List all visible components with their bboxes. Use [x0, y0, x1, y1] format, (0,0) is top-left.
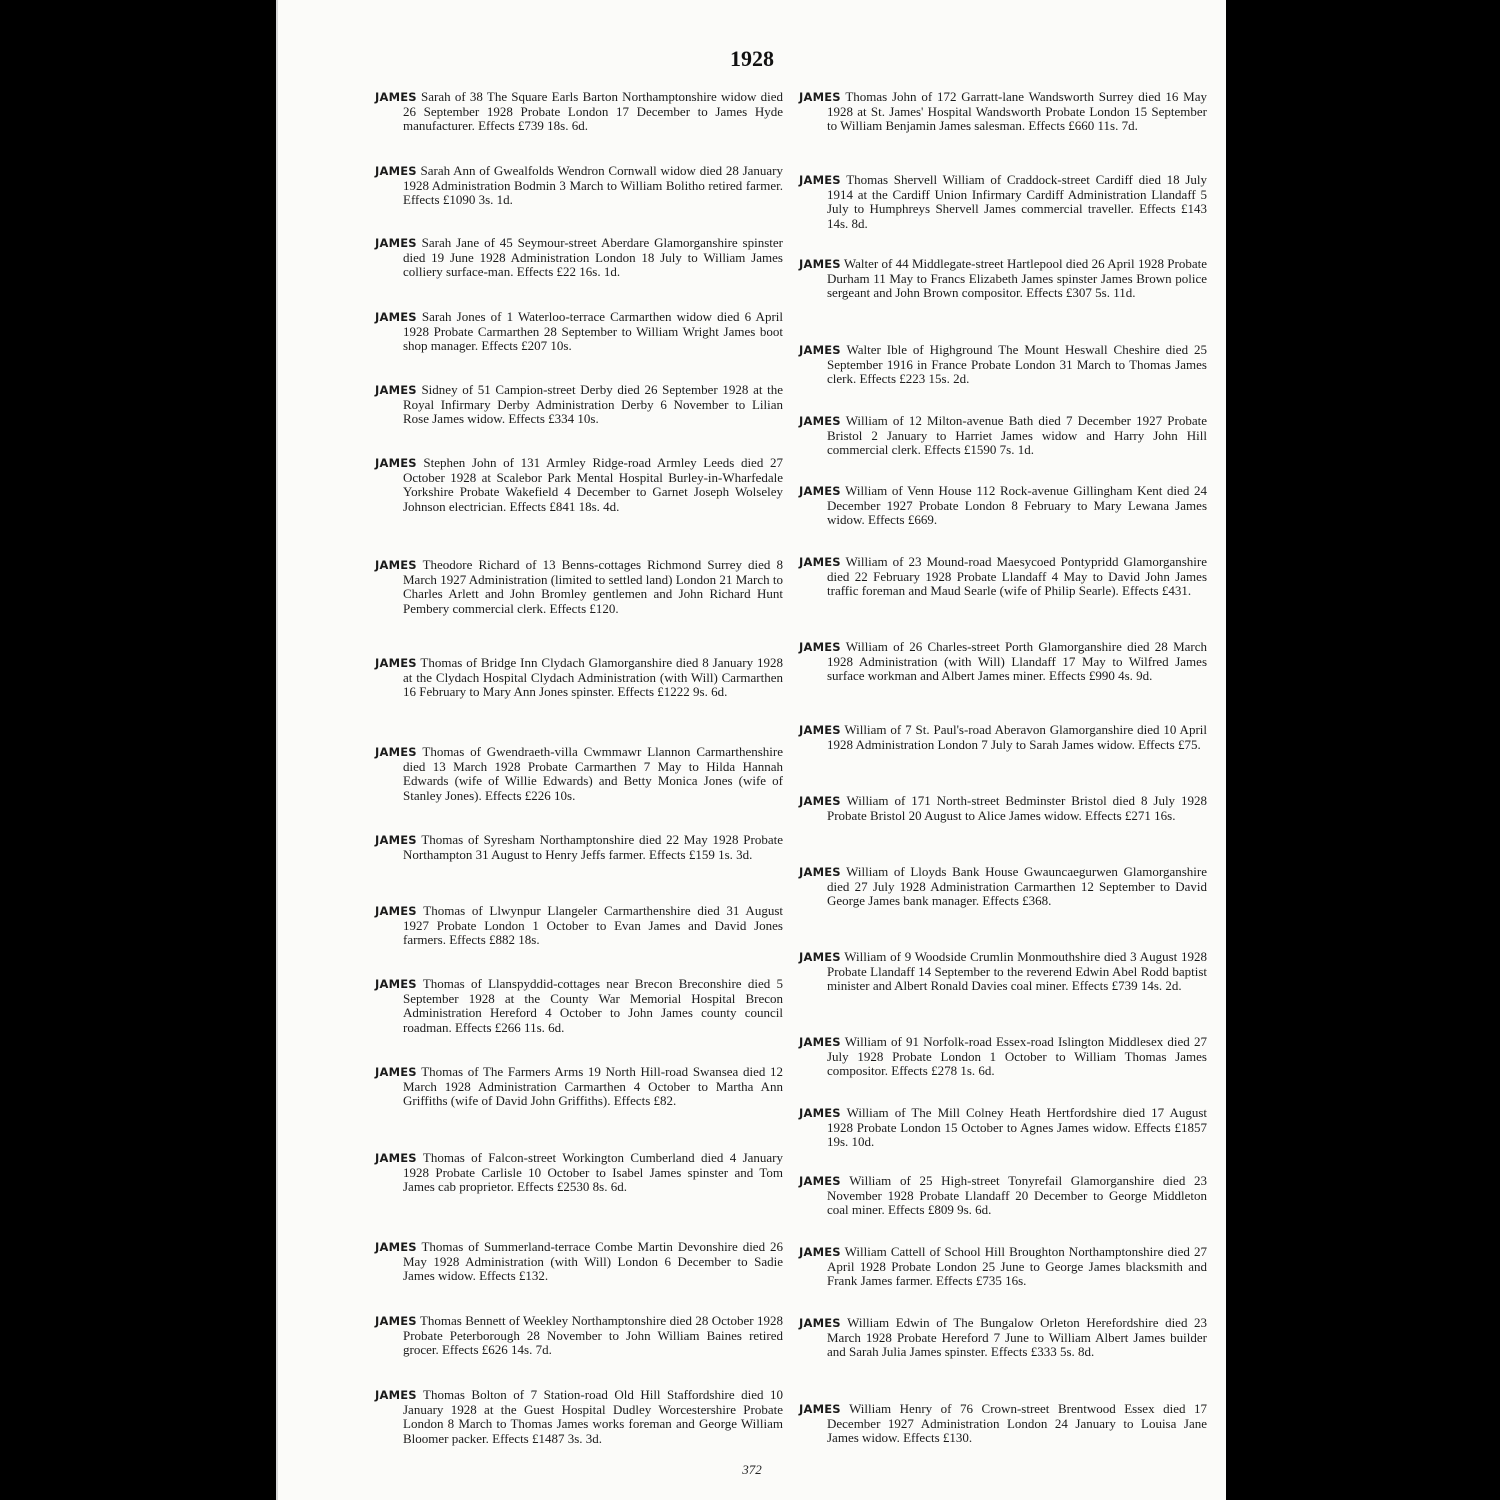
- entry-text: William of Venn House 112 Rock-avenue Gillingham Kent died 24 December 1927 Probate London 8 February to Mary Lewana James widow. Effects £669.: [827, 483, 1207, 527]
- entry-surname: JAMES: [799, 90, 841, 104]
- probate-entry: [799, 257, 1207, 301]
- probate-entry: [375, 977, 783, 1035]
- entry-text: Walter Ible of Highground The Mount Heswall Cheshire died 25 September 1916 in France Probate London 31 March to Thomas James clerk. Effects £223 15s. 2d.: [827, 342, 1208, 386]
- entry-text: William Edwin of The Bungalow Orleton Herefordshire died 23 March 1928 Probate Hereford 7 June to William Albert James builder and Sarah Julia James spinster. Effects £333 5s. 8d.: [827, 1315, 1207, 1359]
- entry-text: Sarah of 38 The Square Earls Barton Northamptonshire widow died 26 September 1928 Probate London 17 December to James Hyde manufacturer. Effects £739 18s. 6d.: [403, 89, 783, 133]
- probate-entry: [799, 950, 1207, 994]
- probate-entry: [799, 1174, 1207, 1218]
- probate-entry: [799, 1106, 1207, 1150]
- probate-entry: [375, 1240, 783, 1284]
- entry-text: Thomas of The Farmers Arms 19 North Hill-road Swansea died 12 March 1928 Administration Carmarthen 4 October to Martha Ann Griffiths (wife of David John Griffiths). Effects £82.: [403, 1064, 784, 1108]
- entry-surname: JAMES: [375, 745, 417, 759]
- entry-surname: JAMES: [799, 1174, 841, 1188]
- probate-entry: [799, 90, 1207, 134]
- entry-surname: JAMES: [375, 1151, 417, 1165]
- entry-text: Thomas Bolton of 7 Station-road Old Hill Staffordshire died 10 January 1928 at the Guest Hospital Dudley Worcestershire Probate London 8 March to Thomas James works foreman and George William Bloomer packer. Effects £1487 3s. 3d.: [403, 1387, 784, 1446]
- probate-entry: [375, 1388, 783, 1446]
- entry-text: William of 25 High-street Tonyrefail Glamorganshire died 23 November 1928 Probate Llandaff 20 December to George Middleton coal miner. Effects £809 9s. 6d.: [827, 1173, 1207, 1217]
- entry-text: Thomas of Falcon-street Workington Cumberland died 4 January 1928 Probate Carlisle 10 October to Isabel James spinster and Tom James cab proprietor. Effects £2530 8s. 6d.: [403, 1150, 784, 1194]
- entry-surname: JAMES: [375, 456, 417, 470]
- entry-surname: JAMES: [799, 1106, 841, 1120]
- probate-entry: [375, 90, 783, 134]
- probate-entry: [799, 794, 1207, 823]
- entry-text: William of The Mill Colney Heath Hertfordshire died 17 August 1928 Probate London 15 October to Agnes James widow. Effects £1857 19s. 10d.: [827, 1105, 1208, 1149]
- entry-surname: JAMES: [375, 833, 417, 847]
- entry-surname: JAMES: [375, 1240, 417, 1254]
- entry-text: Stephen John of 131 Armley Ridge-road Armley Leeds died 27 October 1928 at Scalebor Park Mental Hospital Burley-in-Wharfedale Yorkshire Probate Wakefield 4 December to Garnet Joseph Wolseley Johnson electrician. Effects £841 18s. 4d.: [403, 455, 783, 514]
- entry-surname: JAMES: [799, 173, 841, 187]
- entry-text: William of 91 Norfolk-road Essex-road Islington Middlesex died 27 July 1928 Probate London 1 October to William Thomas James compositor. Effects £278 1s. 6d.: [827, 1034, 1208, 1078]
- entry-text: William Cattell of School Hill Broughton Northamptonshire died 27 April 1928 Probate London 25 June to George James blacksmith and Frank James farmer. Effects £735 16s.: [827, 1244, 1207, 1288]
- entry-surname: JAMES: [799, 723, 841, 737]
- entry-text: Thomas of Llwynpur Llangeler Carmarthenshire died 31 August 1927 Probate London 1 October to Evan James and David Jones farmers. Effects £882 18s.: [403, 903, 783, 947]
- entry-surname: JAMES: [375, 1065, 417, 1079]
- probate-entry: [375, 456, 783, 514]
- probate-entry: [375, 558, 783, 616]
- entry-text: William of 7 St. Paul's-road Aberavon Glamorganshire died 10 April 1928 Administration London 7 July to Sarah James widow. Effects £75.: [827, 722, 1207, 752]
- probate-entry: [799, 640, 1207, 684]
- entry-surname: JAMES: [799, 414, 841, 428]
- entry-text: Thomas of Llanspyddid-cottages near Brecon Breconshire died 5 September 1928 at the County War Memorial Hospital Brecon Administration Hereford 4 October to John James county council roadman. Effects £266 11s. 6d.: [403, 976, 783, 1035]
- entry-surname: JAMES: [375, 904, 417, 918]
- probate-entry: [375, 833, 783, 862]
- entry-text: William of 26 Charles-street Porth Glamorganshire died 28 March 1928 Administration (with Will) Llandaff 17 May to Wilfred James surface workman and Albert James miner. Effects £990 4s. 9d.: [827, 639, 1207, 683]
- entry-surname: JAMES: [799, 1316, 841, 1330]
- probate-entry: [799, 414, 1207, 458]
- entry-surname: JAMES: [799, 950, 841, 964]
- probate-entry: [799, 343, 1207, 387]
- entry-surname: JAMES: [799, 484, 841, 498]
- entry-surname: JAMES: [799, 555, 841, 569]
- entry-surname: JAMES: [375, 1388, 417, 1402]
- entry-surname: JAMES: [799, 1035, 841, 1049]
- probate-entry: [799, 1245, 1207, 1289]
- probate-entry: [375, 1314, 783, 1358]
- entry-text: William of 12 Milton-avenue Bath died 7 December 1927 Probate Bristol 2 January to Harriet James widow and Harry John Hill commercial clerk. Effects £1590 7s. 1d.: [827, 413, 1208, 457]
- entry-text: William of 23 Mound-road Maesycoed Pontypridd Glamorganshire died 22 February 1928 Probate Llandaff 4 May to David John James traffic foreman and Maud Searle (wife of Philip Searle). Effects £431.: [827, 554, 1207, 598]
- entry-surname: JAMES: [799, 343, 841, 357]
- page-year-heading: 1928: [730, 46, 774, 71]
- entry-text: Thomas of Gwendraeth-villa Cwmmawr Llannon Carmarthenshire died 13 March 1928 Probate Carmarthen 7 May to Hilda Hannah Edwards (wife of Willie Edwards) and Betty Monica Jones (wife of Stanley Jones). Effects £226 10s.: [403, 744, 783, 803]
- probate-entry: [799, 723, 1207, 752]
- probate-entry: [799, 484, 1207, 528]
- probate-entry: [799, 1316, 1207, 1360]
- entry-surname: JAMES: [799, 794, 841, 808]
- entry-surname: JAMES: [799, 1245, 841, 1259]
- entry-text: Walter of 44 Middlegate-street Hartlepool died 26 April 1928 Probate Durham 11 May to Francs Elizabeth James spinster James Brown police sergeant and John Brown compositor. Effects £307 5s. 11d.: [827, 256, 1208, 300]
- entry-text: William of 171 North-street Bedminster Bristol died 8 July 1928 Probate Bristol 20 August to Alice James widow. Effects £271 16s.: [827, 793, 1207, 823]
- entry-text: William Henry of 76 Crown-street Brentwood Essex died 17 December 1927 Administration London 24 January to Louisa Jane James widow. Effects £130.: [827, 1401, 1208, 1445]
- entry-surname: JAMES: [375, 656, 417, 670]
- probate-entry: [799, 1402, 1207, 1446]
- entry-text: Sarah Jane of 45 Seymour-street Aberdare Glamorganshire spinster died 19 June 1928 Administration London 18 July to William James colliery surface-man. Effects £22 16s. 1d.: [403, 235, 783, 279]
- probate-entry: [375, 1151, 783, 1195]
- probate-entry: [799, 865, 1207, 909]
- probate-entry: [799, 173, 1207, 231]
- entry-text: Sarah Jones of 1 Waterloo-terrace Carmarthen widow died 6 April 1928 Probate Carmarthen 28 September to William Wright James boot shop manager. Effects £207 10s.: [403, 309, 783, 353]
- entry-surname: JAMES: [375, 977, 417, 991]
- entry-text: Thomas Shervell William of Craddock-street Cardiff died 18 July 1914 at the Cardiff Union Infirmary Cardiff Administration Llandaff 5 July to Humphreys Shervell James commercial traveller. Effects £143 14s. 8d.: [827, 172, 1208, 231]
- probate-entry: [799, 1035, 1207, 1079]
- entry-surname: JAMES: [799, 640, 841, 654]
- probate-entry: [375, 164, 783, 208]
- entry-surname: JAMES: [799, 865, 841, 879]
- entry-surname: JAMES: [799, 257, 841, 271]
- entry-surname: JAMES: [375, 1314, 417, 1328]
- entry-surname: JAMES: [375, 90, 417, 104]
- entry-text: Thomas John of 172 Garratt-lane Wandsworth Surrey died 16 May 1928 at St. James' Hospital Wandsworth Probate London 15 September to William Benjamin James salesman. Effects £660 11s. 7d.: [827, 89, 1207, 133]
- entry-surname: JAMES: [375, 310, 417, 324]
- entry-text: William of Lloyds Bank House Gwauncaegurwen Glamorganshire died 27 July 1928 Administration Carmarthen 12 September to David George James bank manager. Effects £368.: [827, 864, 1207, 908]
- page-number: 372: [742, 1462, 762, 1477]
- entry-text: Theodore Richard of 13 Benns-cottages Richmond Surrey died 8 March 1927 Administration (limited to settled land) London 21 March to Charles Arlett and John Bromley gentlemen and John Richard Hunt Pembery commercial clerk. Effects £120.: [403, 557, 783, 616]
- probate-entry: [375, 310, 783, 354]
- probate-entry: [375, 745, 783, 803]
- probate-entry: [375, 656, 783, 700]
- entry-text: Thomas of Bridge Inn Clydach Glamorganshire died 8 January 1928 at the Clydach Hospital Clydach Administration (with Will) Carmarthen 16 February to Mary Ann Jones spinster. Effects £1222 9s. 6d.: [403, 655, 783, 699]
- entry-surname: JAMES: [799, 1402, 841, 1416]
- entry-text: Thomas of Summerland-terrace Combe Martin Devonshire died 26 May 1928 Administration (with Will) London 6 December to Sadie James widow. Effects £132.: [403, 1239, 784, 1283]
- entry-text: William of 9 Woodside Crumlin Monmouthshire died 3 August 1928 Probate Llandaff 14 September to the reverend Edwin Abel Rodd baptist minister and Albert Ronald Davies coal miner. Effects £739 14s. 2d.: [827, 949, 1207, 993]
- probate-entry: [375, 904, 783, 948]
- register-page: [276, 0, 1226, 1500]
- probate-entry: [375, 1065, 783, 1109]
- entry-text: Thomas Bennett of Weekley Northamptonshire died 28 October 1928 Probate Peterborough 28 November to John William Baines retired grocer. Effects £626 14s. 7d.: [403, 1313, 784, 1357]
- probate-entry: [375, 383, 783, 427]
- entry-text: Sidney of 51 Campion-street Derby died 26 September 1928 at the Royal Infirmary Derby Administration Derby 6 November to Lilian Rose James widow. Effects £334 10s.: [403, 382, 784, 426]
- probate-entry: [799, 555, 1207, 599]
- probate-entry: [375, 236, 783, 280]
- entry-text: Thomas of Syresham Northamptonshire died 22 May 1928 Probate Northampton 31 August to Henry Jeffs farmer. Effects £159 1s. 3d.: [403, 832, 784, 862]
- entry-surname: JAMES: [375, 383, 417, 397]
- entry-surname: JAMES: [375, 164, 417, 178]
- entry-surname: JAMES: [375, 236, 417, 250]
- entry-text: Sarah Ann of Gwealfolds Wendron Cornwall widow died 28 January 1928 Administration Bodmin 3 March to William Bolitho retired farmer. Effects £1090 3s. 1d.: [403, 163, 784, 207]
- entry-surname: JAMES: [375, 558, 417, 572]
